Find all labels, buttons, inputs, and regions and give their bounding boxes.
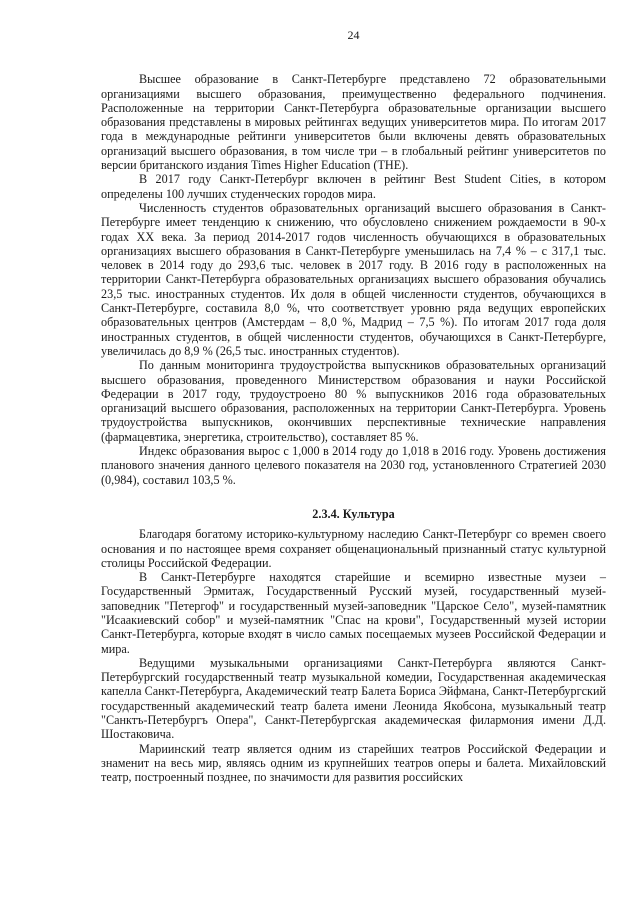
- paragraph: Мариинский театр является одним из старейших театров Российской Федерации и знаменит на весь мир, являясь одним из крупнейших театров оперы и балета. Михайловский театр, построенный позднее, по значимости для развития российских: [101, 741, 606, 785]
- paragraph: По данным мониторинга трудоустройства выпускников образовательных организаций высшего образования, проведенного Министерством образования и науки Российской Федерации в 2017 году, трудоустроено 80 % выпускников 2016 года образовательных организаций высшего образования, расположенных на территории Санкт-Петербурга. Уровень трудоустройства выпускников, окончивших перспективные технические направления (фармацевтика, энергетика, строительство), составляет 85 %.: [101, 358, 606, 444]
- paragraph: Численность студентов образовательных организаций высшего образования в Санкт-Петербурге имеет тенденцию к снижению, что обусловлено снижением рождаемости в 90-х годах XX века. За период 2014-2017 годов численность обучающихся в образовательных организациях высшего образования в Санкт-Петербурге уменьшилась на 7,4 % – с 317,1 тыс. человек в 2014 году до 293,6 тыс. человек в 2017 году. В 2016 году в расположенных на территории Санкт-Петербурга образовательных организациях высшего образования обучались 23,5 тыс. иностранных студентов. Их доля в общей численности студентов, обучающихся в Санкт-Петербурге, составила 8,0 %, что соответствует уровню ряда ведущих европейских образовательных центров (Амстердам – 8,0 %, Мадрид – 7,5 %). По итогам 2017 года доля иностранных студентов, в общей численности студентов, обучающихся в Санкт-Петербурге, увеличилась до 8,9 % (26,5 тыс. иностранных студентов).: [101, 200, 606, 358]
- paragraph: Благодаря богатому историко-культурному наследию Санкт-Петербург со времен своего основания и по настоящее время сохраняет общенациональный признанный статус культурной столицы Российской Федерации.: [101, 527, 606, 570]
- paragraph: Высшее образование в Санкт-Петербурге представлено 72 образовательными организациями высшего образования, преимущественно федерального подчинения. Расположенные на территории Санкт-Петербурга образовательные организации высшего образования представлены в мировых рейтингах ведущих университетов мира. По итогам 2017 года в международные рейтинги университетов были включены девять образовательных организаций высшего образования, в том числе три – в глобальный рейтинг университетов по версии британского издания Times Higher Education (THE).: [101, 72, 606, 173]
- paragraph: В Санкт-Петербурге находятся старейшие и всемирно известные музеи – Государственный Эрмитаж, Государственный Русский музей, государственный музей-заповедник "Петергоф" и государственный музей-заповедник "Царское Село", музей-памятник "Исаакиевский собор" и музей-памятник "Спас на крови", Государственный музей истории Санкт-Петербурга, которые входят в число самых посещаемых музеев Российской Федерации и мира.: [101, 570, 606, 656]
- paragraph: Ведущими музыкальными организациями Санкт-Петербурга являются Санкт-Петербургский государственный театр музыкальной комедии, Государственная академическая капелла Санкт-Петербурга, Академический театр Балета Бориса Эйфмана, Санкт-Петербургский государственный академический театр балета имени Леонида Якобсона, музыкальный театр "Санктъ-Петербургъ Опера", Санкт-Петербургская академическая филармония имени Д.Д. Шостаковича.: [101, 655, 606, 742]
- paragraph: Индекс образования вырос с 1,000 в 2014 году до 1,018 в 2016 году. Уровень достижения планового значения данного целевого показателя на 2030 год, установленного Стратегией 2030 (0,984), составил 103,5 %.: [101, 444, 606, 487]
- paragraph: В 2017 году Санкт-Петербург включен в рейтинг Best Student Cities, в котором определены 100 лучших студенческих городов мира.: [101, 172, 606, 201]
- section-heading: 2.3.4. Культура: [312, 506, 395, 521]
- page-number: 24: [347, 28, 360, 42]
